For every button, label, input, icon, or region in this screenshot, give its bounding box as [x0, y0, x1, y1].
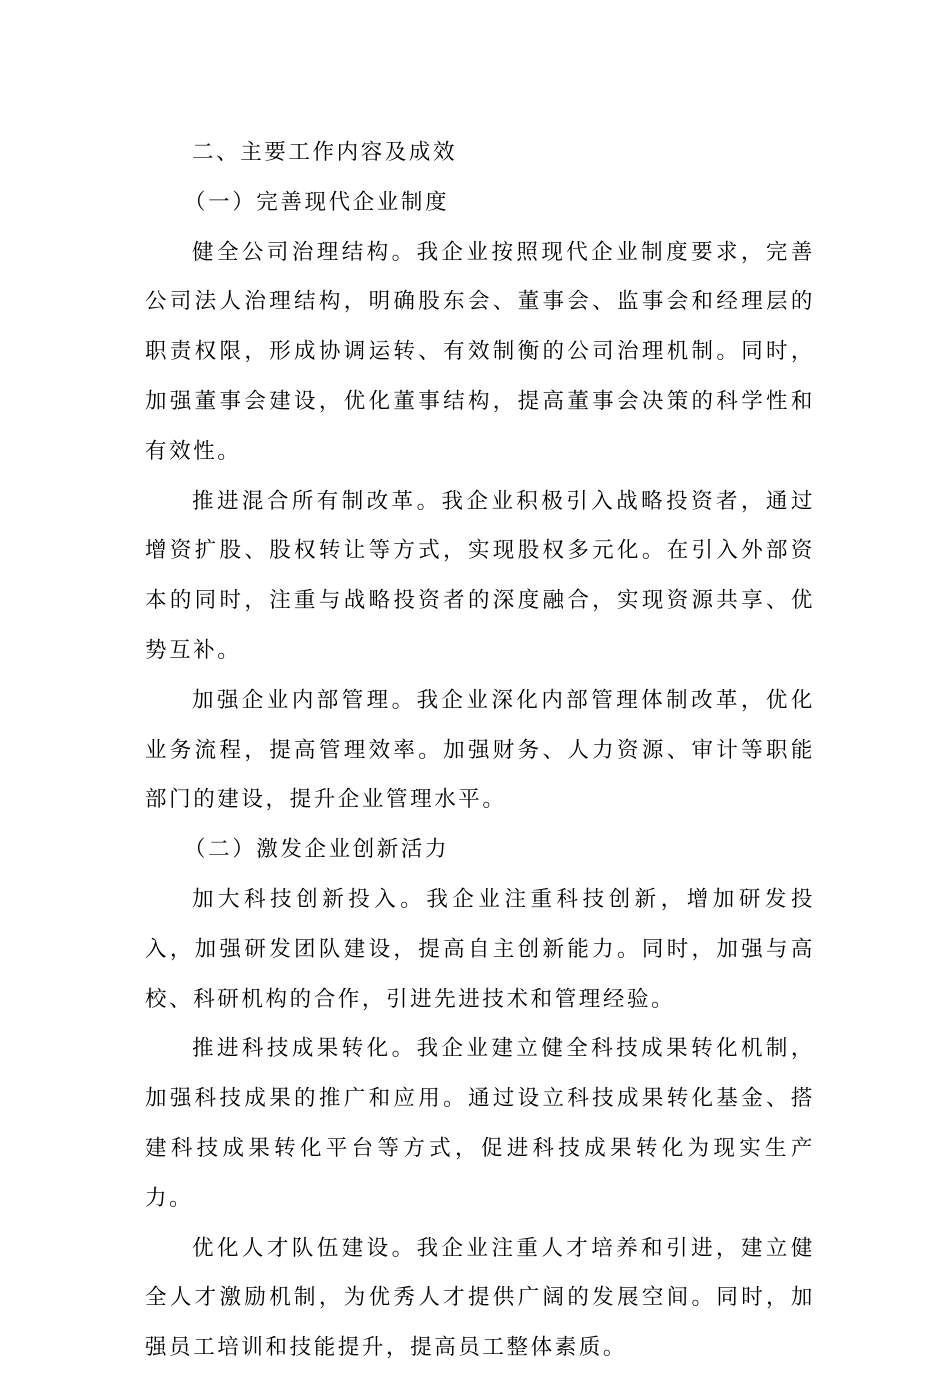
paragraph: 加大科技创新投入。我企业注重科技创新，增加研发投入，加强研发团队建设，提高自主创新能力。同时，加强与高校、科研机构的合作，引进先进技术和管理经验。 — [145, 886, 815, 1012]
paragraph: 健全公司治理结构。我企业按照现代企业制度要求，完善公司法人治理结构，明确股东会、董事会、监事会和经理层的职责权限，形成协调运转、有效制衡的公司治理机制。同时，加强董事会建设，优化董事结构，提高董事会决策的科学性和有效性。 — [145, 239, 815, 464]
subsection-title-2: （二）激发企业创新活力 — [184, 837, 450, 863]
document-body — [145, 128, 815, 1373]
section-title: 二、主要工作内容及成效 — [192, 140, 458, 165]
paragraph: 推进混合所有制改革。我企业积极引入战略投资者，通过增资扩股、股权转让等方式，实现股权多元化。在引入外部资本的同时，注重与战略投资者的深度融合，实现资源共享、优势互补。 — [145, 488, 815, 663]
paragraph: 优化人才队伍建设。我企业注重人才培养和引进，建立健全人才激励机制，为优秀人才提供广阔的发展空间。同时，加强员工培训和技能提升，提高员工整体素质。 — [145, 1235, 815, 1361]
paragraph: 推进科技成果转化。我企业建立健全科技成果转化机制，加强科技成果的推广和应用。通过设立科技成果转化基金、搭建科技成果转化平台等方式，促进科技成果转化为现实生产力。 — [145, 1036, 815, 1211]
paragraph: 加强企业内部管理。我企业深化内部管理体制改革，优化业务流程，提高管理效率。加强财务、人力资源、审计等职能部门的建设，提升企业管理水平。 — [145, 687, 815, 813]
subsection-title-1: （一）完善现代企业制度 — [184, 189, 450, 215]
